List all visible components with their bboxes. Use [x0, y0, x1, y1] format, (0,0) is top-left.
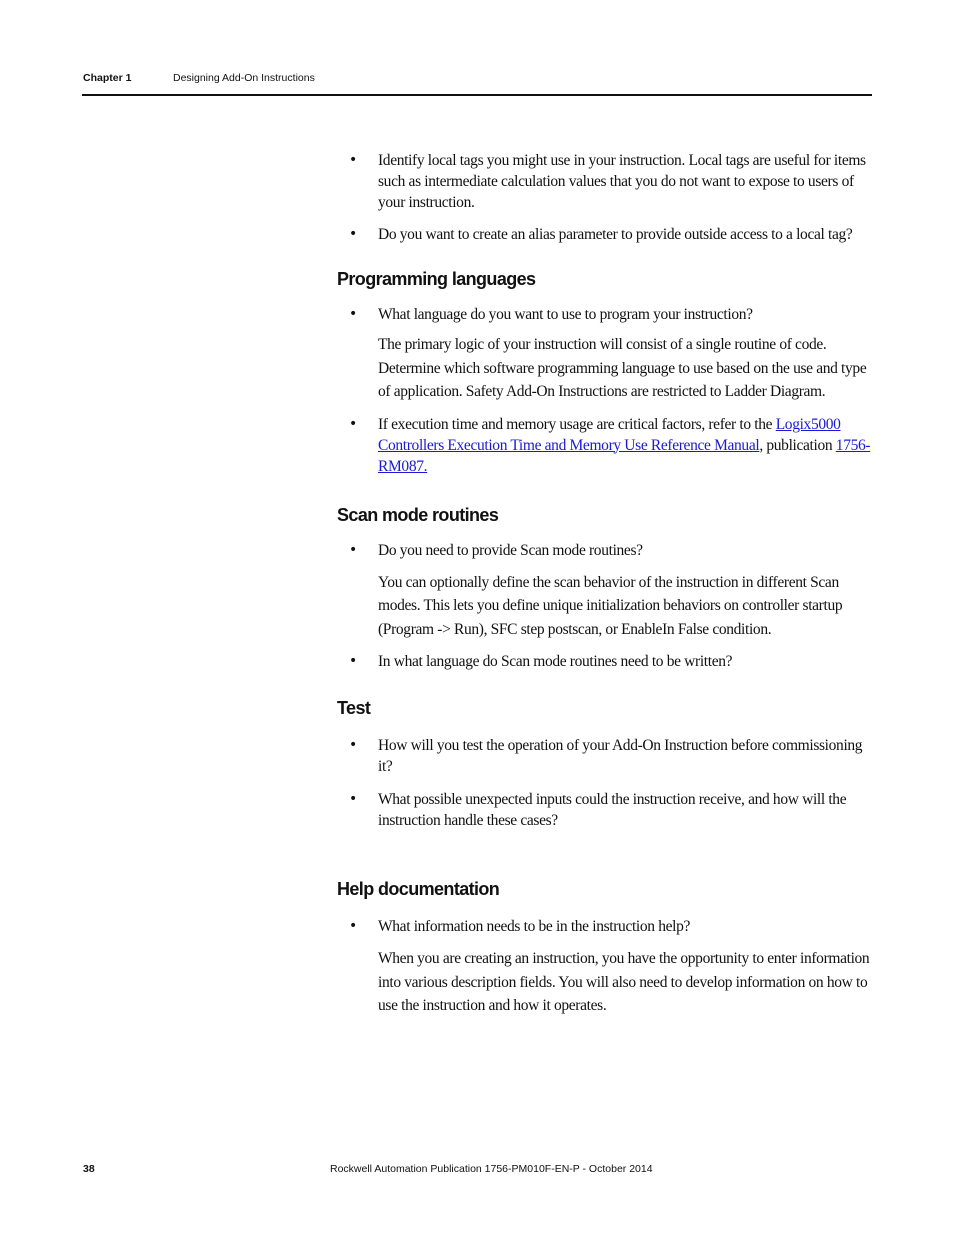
page-header [82, 70, 872, 96]
bullet-icon: • [349, 306, 357, 322]
bullet-icon: • [349, 791, 357, 807]
section-heading-test: Test [337, 698, 371, 718]
section-heading-programming-languages: Programming languages [337, 269, 536, 289]
list-item: • Do you need to provide Scan mode routines? [349, 541, 643, 559]
execution-time-manual-link[interactable]: Logix5000 Controllers Execution Time and Memory Use Reference Manual [378, 415, 841, 454]
main-content [337, 150, 877, 1018]
bullet-icon: • [349, 226, 357, 242]
bullet-icon: • [349, 541, 357, 558]
help-bullet-list [337, 916, 877, 937]
publication-link[interactable]: 1756-RM087. [378, 436, 871, 475]
list-item: • What possible unexpected inputs could the instruction receive, and how will the instruction handle these cases? [349, 791, 847, 829]
scan-paragraph: You can optionally define the scan behavior of the instruction in different Scan modes. This lets you define unique initialization behaviors on controller startup (Program -> Run), SFC step postscan, or EnableIn False condition. [378, 573, 843, 638]
section-heading-scan-mode-routines: Scan mode routines [337, 504, 499, 525]
bullet-icon: • [349, 152, 357, 168]
section-heading-help-documentation: Help documentation [337, 879, 500, 899]
scan-bullet-list-2 [337, 651, 877, 672]
programming-paragraph: The primary logic of your instruction will consist of a single routine of code. Determine which software programming language to use based on the use and type of application. Safety Add-On Instructions are restricted to Ladder Diagram. [378, 336, 867, 400]
programming-bullet-list [337, 304, 877, 325]
programming-bullet-list-2 [337, 414, 877, 477]
list-item: • What language do you want to use to program your instruction? [349, 306, 753, 323]
help-paragraph: When you are creating an instruction, you have the opportunity to enter information into various description fields. You will also need to develop information on how to use the instruction and how it operates. [378, 950, 870, 1014]
intro-bullet-list [337, 150, 877, 245]
list-item: • In what language do Scan mode routines need to be written? [349, 653, 733, 670]
list-item: • If execution time and memory usage are critical factors, refer to the Logix5000 Controllers Execution Time and Memory Use Reference Manual, publication 1756-RM087. [349, 415, 871, 475]
list-item: • Identify local tags you might use in your instruction. Local tags are useful for items such as intermediate calculation values that you do not want to expose to users of your instruction. [349, 152, 866, 211]
bullet-icon: • [349, 415, 357, 432]
test-bullet-list [337, 735, 877, 831]
chapter-title: Designing Add-On Instructions [173, 72, 315, 84]
list-item: • Do you want to create an alias parameter to provide outside access to a local tag? [349, 226, 853, 243]
page-number: 38 [83, 1163, 95, 1175]
scan-bullet-list [337, 540, 877, 561]
bullet-icon: • [349, 653, 357, 669]
bullet-icon: • [349, 918, 357, 934]
chapter-label: Chapter 1 [83, 72, 132, 84]
publication-info: Rockwell Automation Publication 1756-PM010F-EN-P - October 2014 [330, 1163, 653, 1175]
list-item: • How will you test the operation of your Add-On Instruction before commissioning it? [349, 737, 863, 775]
bullet-icon: • [349, 737, 357, 753]
list-item: • What information needs to be in the instruction help? [349, 918, 691, 935]
